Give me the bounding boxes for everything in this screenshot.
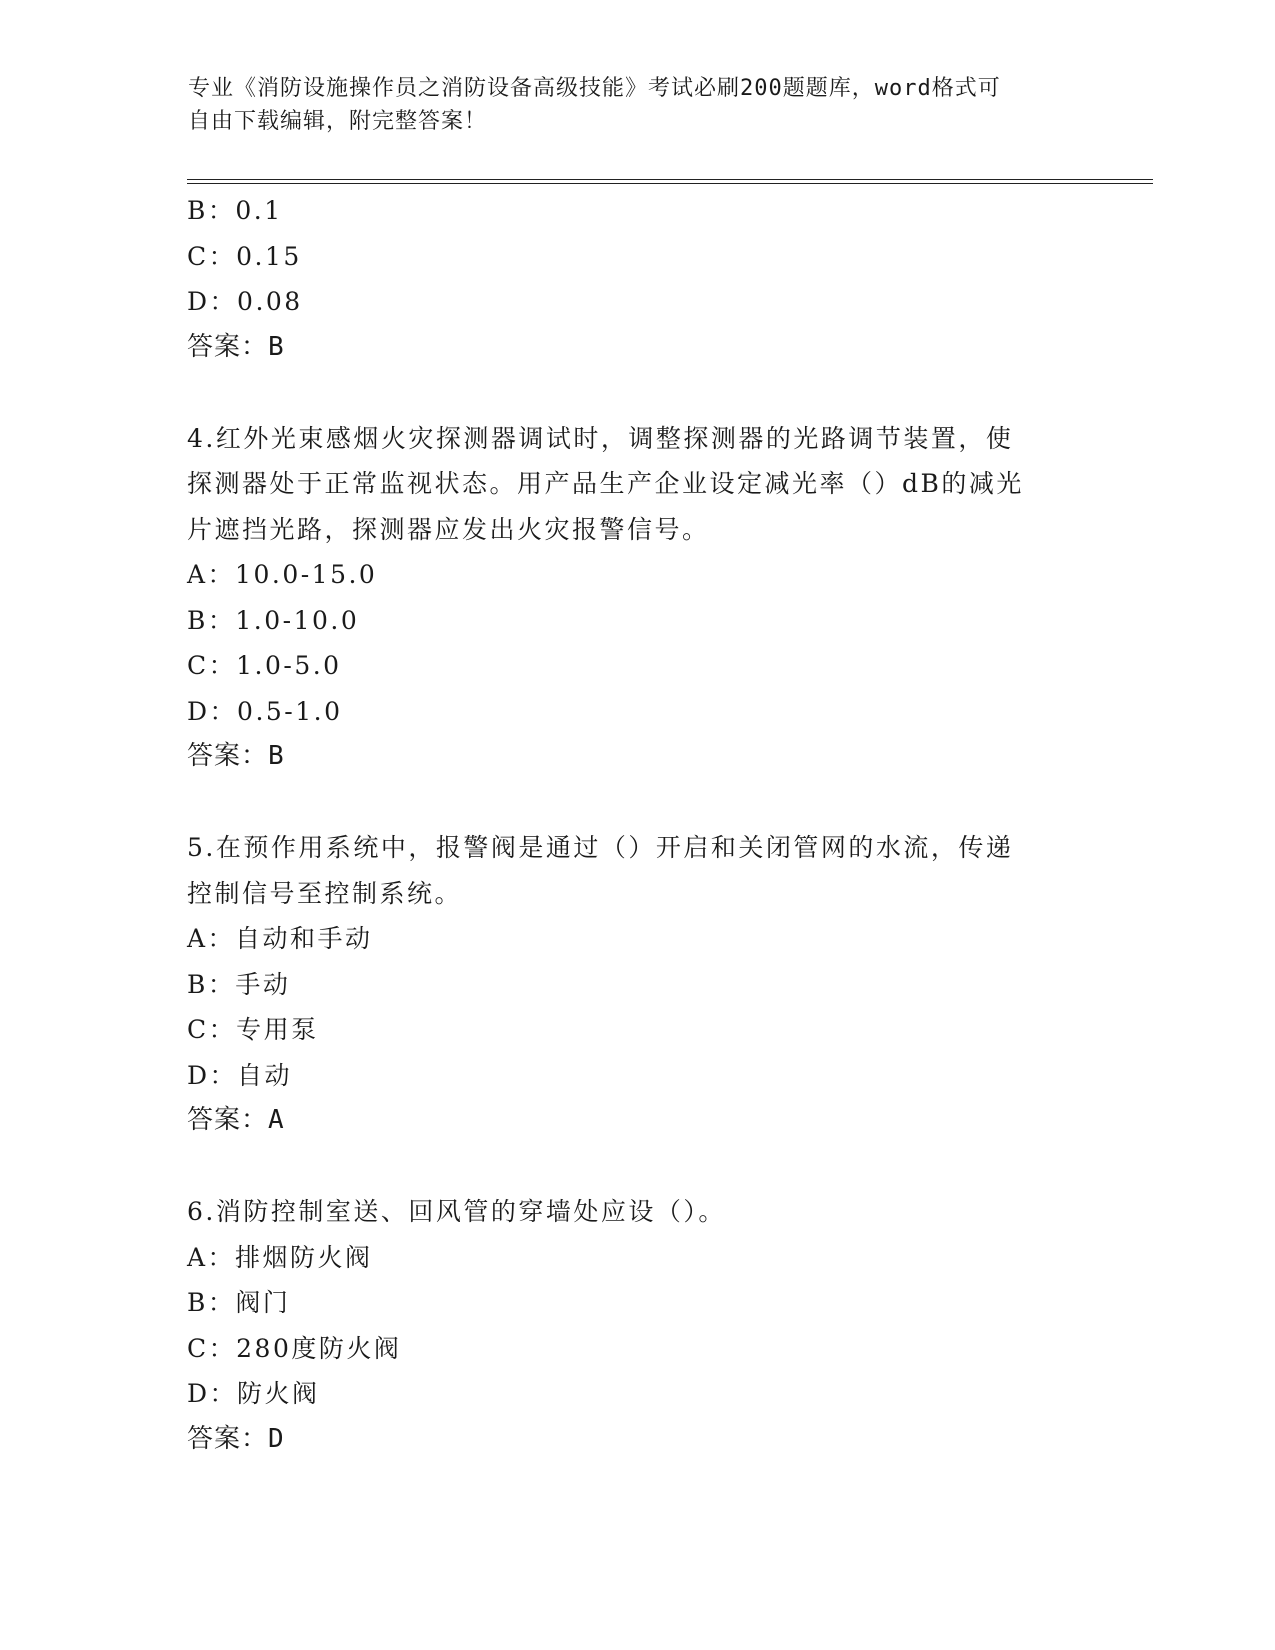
header-title-line-2: 自由下载编辑，附完整答案！ bbox=[188, 109, 488, 134]
question-4-block bbox=[187, 416, 1087, 780]
q3-option-d: D：0.08 bbox=[187, 287, 303, 316]
q5-option-a: A：自动和手动 bbox=[187, 924, 373, 953]
q4-option-d: D：0.5-1.0 bbox=[187, 696, 343, 726]
question-5-block bbox=[187, 825, 1087, 1144]
spacer bbox=[187, 1144, 1087, 1190]
q4-option-b: B：1.0-10.0 bbox=[187, 605, 360, 635]
spacer bbox=[187, 370, 1087, 416]
q6-option-b: B：阀门 bbox=[187, 1288, 291, 1317]
q5-text-line-1: 5.在预作用系统中，报警阀是通过（）开启和关闭管网的水流，传递 bbox=[187, 833, 1014, 862]
header-divider-top bbox=[187, 179, 1153, 180]
q6-text-line-1: 6.消防控制室送、回风管的穿墙处应设（）。 bbox=[187, 1197, 726, 1226]
q6-option-d: D：防火阀 bbox=[187, 1379, 320, 1408]
document-header bbox=[188, 72, 1068, 138]
q4-text-line-2: 探测器处于正常监视状态。用产品生产企业设定减光率（）dB的减光 bbox=[187, 469, 1024, 498]
q5-answer: 答案：A bbox=[187, 1105, 285, 1135]
q5-option-c: C：专用泵 bbox=[187, 1015, 319, 1044]
header-title-line-1: 专业《消防设施操作员之消防设备高级技能》考试必刷200题题库，word格式可 bbox=[188, 76, 1001, 101]
q4-text-line-1: 4.红外光束感烟火灾探测器调试时，调整探测器的光路调节装置，使 bbox=[187, 423, 1014, 453]
q4-option-c: C：1.0-5.0 bbox=[187, 651, 342, 680]
q3-option-b: B：0.1 bbox=[187, 196, 283, 225]
q4-text-line-3: 片遮挡光路，探测器应发出火灾报警信号。 bbox=[187, 514, 710, 544]
q5-text-line-2: 控制信号至控制系统。 bbox=[187, 878, 463, 908]
q4-answer: 答案：B bbox=[187, 741, 285, 771]
q5-option-d: D：自动 bbox=[187, 1060, 293, 1090]
question-6-block bbox=[187, 1189, 1087, 1462]
question-list bbox=[187, 188, 1087, 1462]
q6-option-a: A：排烟防火阀 bbox=[187, 1242, 373, 1272]
q5-option-b: B：手动 bbox=[187, 969, 291, 999]
q3-answer: 答案：B bbox=[187, 331, 285, 362]
header-divider-bottom bbox=[187, 183, 1153, 184]
q4-option-a: A：10.0-15.0 bbox=[187, 560, 378, 589]
q6-answer: 答案：D bbox=[187, 1423, 285, 1454]
question-3-block bbox=[187, 188, 1087, 370]
q3-option-c: C：0.15 bbox=[187, 241, 302, 271]
spacer bbox=[187, 780, 1087, 826]
q6-option-c: C：280度防火阀 bbox=[187, 1333, 402, 1363]
